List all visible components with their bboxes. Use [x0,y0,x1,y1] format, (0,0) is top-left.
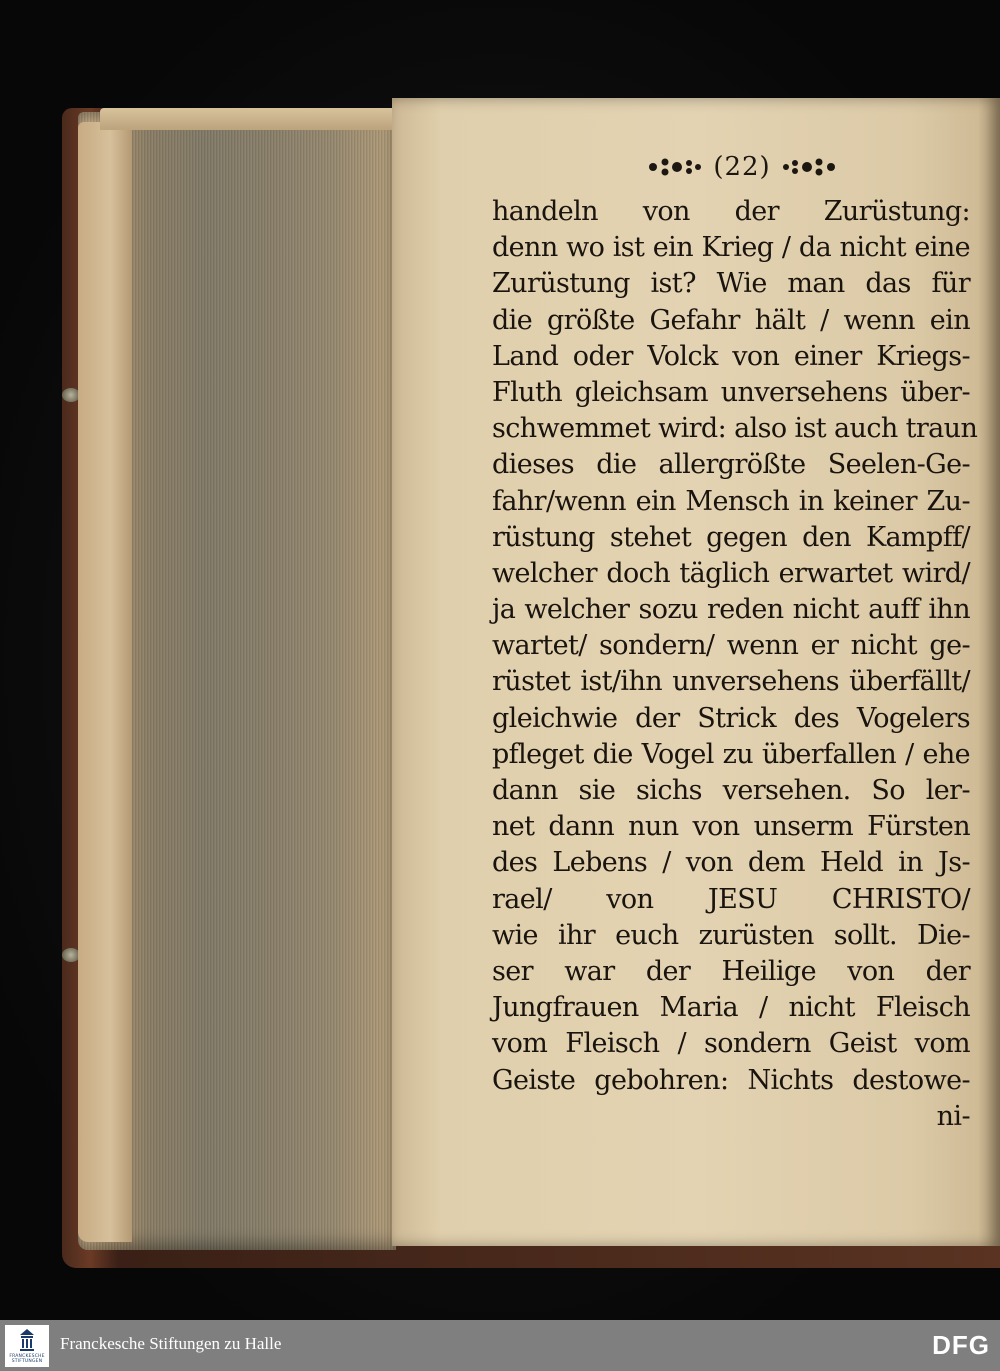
institution-logo[interactable] [5,1325,49,1367]
text-line: ser war der Heilige von der [492,955,970,987]
ornament-icon [645,156,703,178]
text-line: Fluth gleichsam unversehens über- [492,376,970,408]
page-header [642,148,842,183]
text-line: dann sie sichs versehen. So ler- [492,775,970,806]
viewer-footer [0,1320,1000,1371]
page-top-fold [100,108,396,130]
text-line: Land oder Volck von einer Kriegs- [492,340,970,372]
text-line: Jungfrauen Maria / nicht Fleisch [492,992,970,1024]
text-line: ja welcher sozu reden nicht auff ihn [492,594,970,626]
text-line: fahr/wenn ein Mensch in keiner Zu- [492,485,970,517]
text-line: Geiste gebohren: Nichts destowe- [492,1064,970,1096]
catchword: ni- [936,1100,970,1132]
text-line: handeln von der Zurüstung: [492,196,970,227]
institution-name[interactable]: Franckesche Stiftungen zu Halle [60,1334,282,1353]
page-text [492,194,978,1135]
page-number: (22) [713,152,771,182]
ornament-icon [781,156,839,178]
logo-text: FRANCKESCHE STIFTUNGEN [9,1354,45,1364]
left-leaf [78,122,132,1242]
text-line: des Lebens / von dem Held in Js- [492,847,970,879]
text-line: Zurüstung ist? Wie man das für [492,268,970,300]
text-line: rüstung stehet gegen den Kampff/ [492,521,970,553]
text-line: net dann nun von unserm Fürsten [492,811,970,843]
text-line: vom Fleisch / sondern Geist vom [492,1028,970,1060]
book-page [392,98,1000,1246]
text-line: rael/ von JESU CHRISTO/ [492,883,970,915]
dfg-logo[interactable]: DFG [932,1330,990,1360]
text-line: denn wo ist ein Krieg / da nicht eine [492,232,970,264]
text-line: wie ihr euch zurüsten sollt. Die- [492,919,970,951]
text-line: gleichwie der Strick des Vogelers [492,702,970,734]
text-line: welcher doch täglich erwartet wird/ [492,557,970,589]
building-icon [20,1329,34,1351]
text-line: wartet/ sondern/ wenn er nicht ge- [492,630,970,662]
text-line: dieses die allergrößte Seelen-Ge- [492,449,970,481]
text-line: rüstet ist/ihn unversehens überfällt/ [492,666,970,698]
page-block-edges [78,112,396,1250]
text-line: schwemmet wird: also ist auch traun [492,413,978,445]
text-line: die größte Gefahr hält / wenn ein [492,304,970,336]
text-line: pfleget die Vogel zu überfallen / ehe [492,738,970,770]
